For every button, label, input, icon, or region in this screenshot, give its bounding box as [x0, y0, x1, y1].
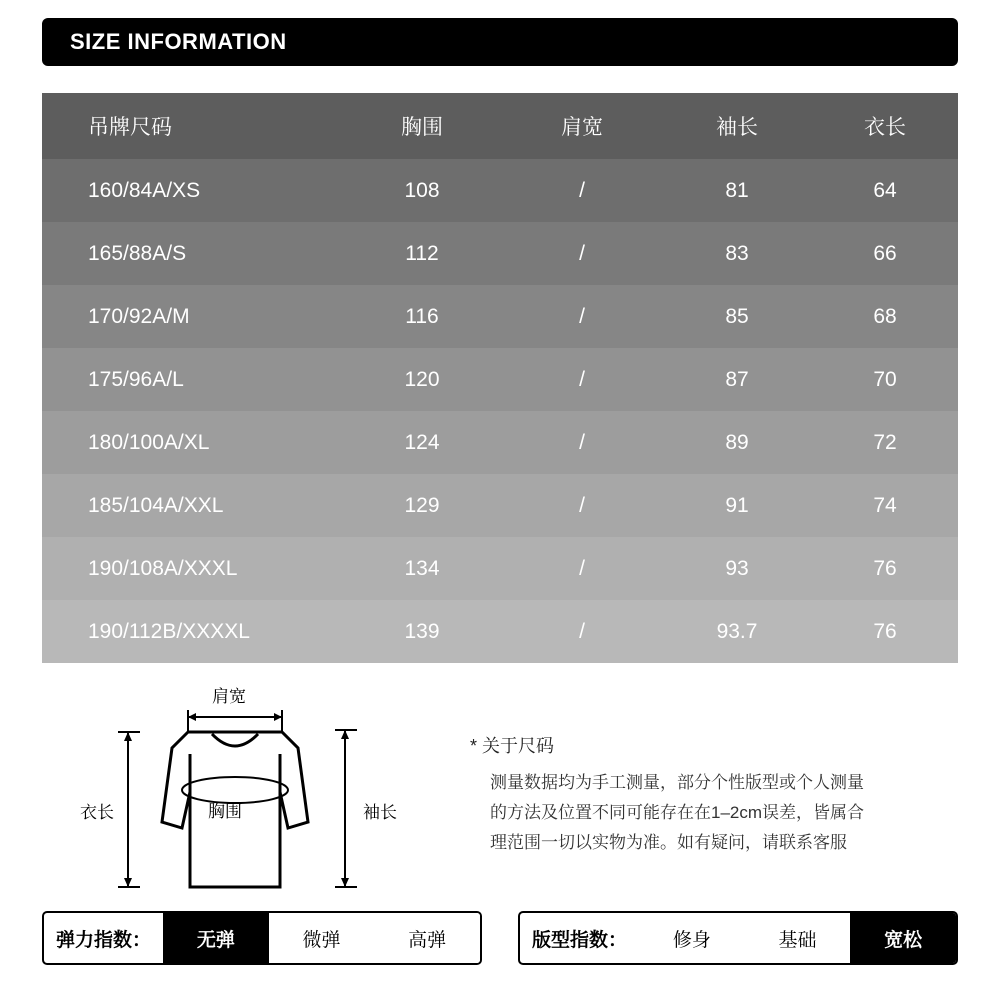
fit-option-regular[interactable]: 基础 [745, 913, 851, 963]
cell-shoulder: / [579, 619, 585, 643]
size-notes [470, 732, 960, 857]
cell-shoulder: / [579, 430, 585, 454]
elasticity-option-high[interactable]: 高弹 [374, 913, 480, 963]
cell-size: 170/92A/M [88, 304, 190, 328]
cell-length: 74 [873, 493, 897, 517]
cell-length: 64 [873, 178, 897, 202]
table-row [42, 222, 958, 285]
table-body [42, 159, 958, 663]
cell-sleeve: 91 [725, 493, 749, 517]
cell-shoulder: / [579, 304, 585, 328]
elasticity-option-slight[interactable]: 微弹 [269, 913, 375, 963]
cell-sleeve: 83 [725, 241, 749, 265]
cell-size: 175/96A/L [88, 367, 184, 391]
cell-chest: 116 [405, 304, 439, 328]
cell-sleeve: 81 [725, 178, 749, 202]
cell-chest: 120 [404, 367, 440, 391]
cell-sleeve: 89 [725, 430, 749, 454]
cell-size: 180/100A/XL [88, 430, 210, 454]
cell-chest: 112 [405, 241, 439, 265]
cell-shoulder: / [579, 367, 585, 391]
fit-index-bar [518, 911, 958, 965]
cell-length: 72 [873, 430, 897, 454]
measurement-diagram [60, 672, 460, 902]
diagram-label-shoulder: 肩宽 [212, 687, 246, 706]
column-header-size: 吊牌尺码 [42, 93, 342, 159]
cell-size: 160/84A/XS [88, 178, 201, 202]
cell-length: 66 [873, 241, 897, 265]
table-row [42, 285, 958, 348]
table-head [42, 93, 958, 159]
fit-option-loose[interactable]: 宽松 [850, 913, 956, 963]
column-header-chest: 胸围 [342, 93, 502, 159]
size-table [42, 93, 958, 663]
cell-length: 68 [873, 304, 897, 328]
notes-title: * 关于尺码 [470, 736, 555, 756]
cell-chest: 129 [404, 493, 440, 517]
cell-chest: 139 [404, 619, 440, 643]
table-row [42, 411, 958, 474]
table-row [42, 537, 958, 600]
cell-shoulder: / [579, 178, 585, 202]
table-row [42, 348, 958, 411]
cell-sleeve: 93.7 [716, 619, 758, 643]
cell-sleeve: 87 [725, 367, 749, 391]
elasticity-label: 弹力指数： [56, 929, 152, 951]
notes-line-1: 测量数据均为手工测量，部分个性版型或个人测量 [490, 773, 864, 792]
elasticity-option-none[interactable]: 无弹 [163, 913, 269, 963]
table-row [42, 600, 958, 663]
cell-length: 76 [873, 619, 897, 643]
sweater-outline-icon [60, 672, 460, 902]
diagram-label-chest: 胸围 [208, 802, 242, 821]
cell-chest: 108 [404, 178, 440, 202]
column-header-shoulder: 肩宽 [502, 93, 662, 159]
cell-length: 70 [873, 367, 897, 391]
fit-label: 版型指数： [532, 929, 628, 951]
cell-shoulder: / [579, 493, 585, 517]
fit-option-slim[interactable]: 修身 [639, 913, 745, 963]
elasticity-index-bar [42, 911, 482, 965]
header-bar [42, 18, 958, 66]
cell-chest: 134 [404, 556, 440, 580]
cell-sleeve: 93 [725, 556, 749, 580]
cell-sleeve: 85 [725, 304, 749, 328]
notes-line-2: 的方法及位置不同可能存在在1–2cm误差，皆属合 [490, 802, 865, 822]
column-header-sleeve: 袖长 [662, 93, 812, 159]
table-header-row [42, 93, 958, 159]
cell-size: 190/108A/XXXL [88, 556, 238, 580]
cell-chest: 124 [404, 430, 440, 454]
cell-size: 165/88A/S [88, 241, 187, 265]
notes-body [470, 768, 960, 857]
cell-shoulder: / [579, 241, 585, 265]
column-header-length: 衣长 [812, 93, 958, 159]
table-row [42, 474, 958, 537]
cell-shoulder: / [579, 556, 585, 580]
page-title: SIZE INFORMATION [70, 29, 287, 54]
diagram-label-sleeve: 袖长 [363, 803, 397, 822]
cell-size: 190/112B/XXXXL [88, 619, 250, 643]
table-row [42, 159, 958, 222]
cell-size: 185/104A/XXL [88, 493, 224, 517]
cell-length: 76 [873, 556, 897, 580]
notes-line-3: 理范围一切以实物为准。如有疑问，请联系客服 [490, 832, 847, 852]
diagram-label-length: 衣长 [80, 803, 114, 822]
